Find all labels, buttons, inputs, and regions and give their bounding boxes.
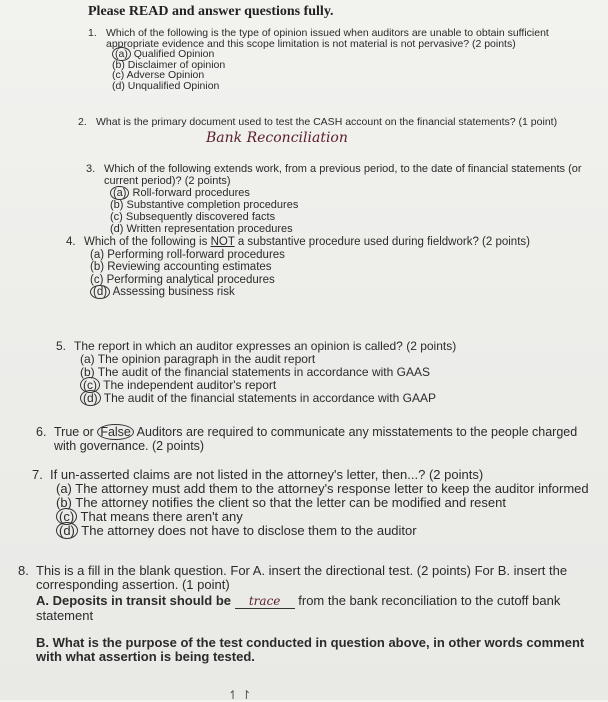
selected-circle: (d) [80,390,101,406]
selected-circle: (c) [56,508,77,525]
question-number: 1. [88,27,97,39]
question-stem: Which of the following is the type of opinion issued when auditors are unable to obtain sufficient appropriate evidence and this scope limitation is not material is not pervasive? (2 points) [106,27,549,50]
option-a[interactable]: (a) Roll-forward procedures [110,187,594,199]
true-option[interactable]: True or [54,425,98,439]
option-d[interactable]: (d) The audit of the financial statements in accordance with GAAP [80,392,584,405]
question-number: 6. [36,425,47,439]
selected-circle: (a) [110,186,129,200]
option-b[interactable]: (b) The attorney notifies the client so that the letter can be modified and resent [56,495,506,510]
question-stem [84,236,584,249]
question-number: 3. [86,163,96,175]
selected-circle: (d) [90,285,110,299]
question-8-part-b [36,636,606,664]
option-b[interactable]: (b) Reviewing accounting estimates [90,261,272,273]
question-number: 8. [18,563,29,578]
question-stem: What is the primary document used to test the CASH account on the financial statements? (1 point) [96,116,558,128]
selected-circle: (c) [80,377,100,393]
option-d[interactable]: (d) Unqualified Opinion [112,79,220,92]
selected-circle: (d) [56,522,78,539]
option-c[interactable]: (c) Subsequently discovered facts [110,211,276,223]
option-c[interactable]: (c) That means there aren't any [56,510,600,524]
part-a-text: A. Deposits in transit should be [36,593,235,608]
question-5 [56,339,584,405]
question-stem: This is a fill in the blank question. For A. insert the directional test. (2 points) For B. insert the corresponding assertion. (1 point) [36,563,568,592]
false-option-circled[interactable]: False [97,424,134,440]
question-6 [36,425,594,453]
page-title: Please READ and answer questions fully. [88,4,334,19]
option-c[interactable]: (c) Adverse Opinion [112,69,205,81]
question-stem [54,426,594,453]
question-stem: If un-asserted claims are not listed in the attorney's letter, then...? (2 points) [50,467,484,482]
stem-text: Which of the following is [84,236,211,248]
question-3 [86,163,594,235]
part-a [36,594,606,623]
option-d[interactable]: (d) The attorney does not have to disclose them to the auditor [56,524,600,538]
option-a[interactable]: (a) The attorney must add them to the attorney's response letter to keep the auditor informed [56,481,589,496]
question-number: 2. [78,116,87,128]
part-b-text: What is the purpose of the test conducted in question above, in other words comment with what assertion is being tested. [36,635,585,664]
part-a-text: from the bank reconciliation to the cutoff bank statement [36,593,561,623]
selected-circle: (a) [112,47,131,61]
option-d[interactable]: (d) Assessing business risk [90,286,584,299]
question-7 [32,467,600,538]
option-d[interactable]: (d) Written representation procedures [110,223,293,235]
question-number: 5. [56,339,67,353]
option-c[interactable]: (c) Performing analytical procedures [90,273,275,286]
fill-in-blank[interactable]: trace [235,594,295,609]
option-c[interactable]: (c) The independent auditor's report [80,379,584,392]
question-1 [88,27,586,92]
question-number: 7. [32,467,43,482]
question-8 [18,563,606,623]
stem-text: a substantive procedure used during fieldwork? (2 points) [234,236,530,248]
option-b[interactable]: (b) The audit of the financial statements in accordance with GAAS [80,365,430,379]
stem-text: Auditors are required to communicate any misstatements to the people charged with governance. (2 points) [54,425,578,453]
option-a[interactable]: (a) Performing roll-forward procedures [90,248,285,261]
handwritten-answer[interactable]: Bank Reconciliation [206,130,348,146]
option-b[interactable]: (b) Disclaimer of opinion [112,58,226,71]
option-a[interactable]: (a) The opinion paragraph in the audit report [80,352,316,366]
part-b-label: B. [36,635,49,650]
question-number: 4. [66,236,76,248]
question-stem: Which of the following extends work, from a previous period, to the date of financial statements (or current period)? (2 points) [104,163,582,187]
stem-emphasis: NOT [210,236,235,248]
question-2 [78,116,596,146]
option-b[interactable]: (b) Substantive completion procedures [110,199,299,211]
option-a[interactable]: (a) Qualified Opinion [112,49,586,60]
question-4 [66,236,584,299]
pen-mark-icon: ↿ ↾ [228,688,252,702]
question-stem: The report in which an auditor expresses an opinion is called? (2 points) [74,339,457,353]
